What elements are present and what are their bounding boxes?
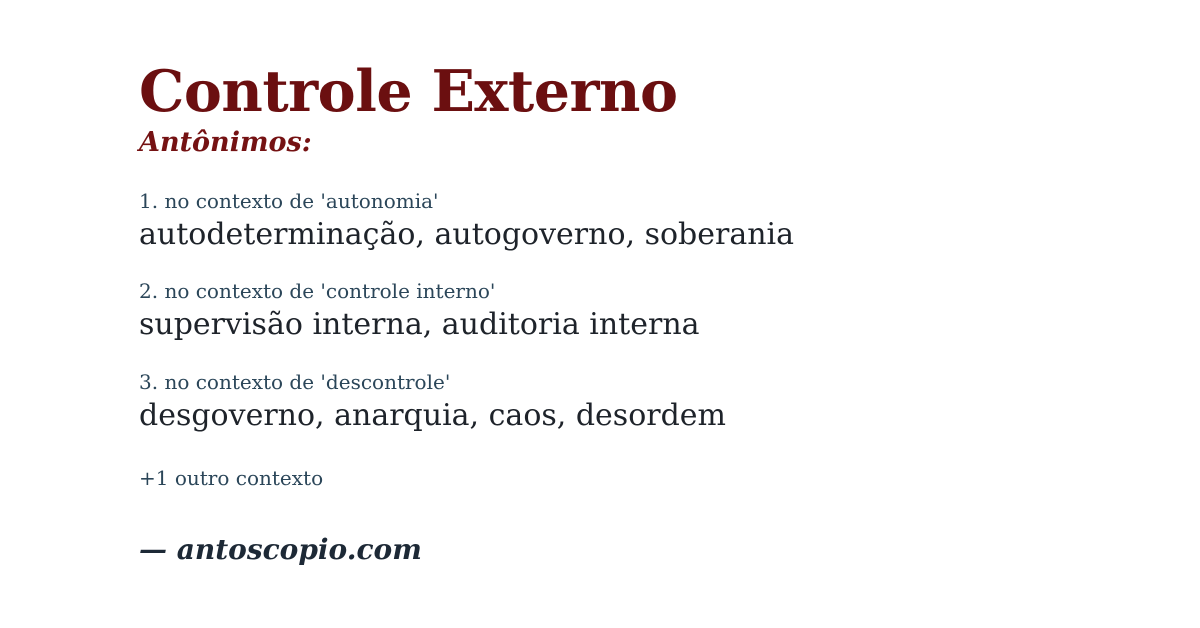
antonym-entry [139, 370, 1160, 435]
context-label: 1. no contexto de 'autonomia' [139, 188, 439, 213]
context-label: 2. no contexto de 'controle interno' [139, 279, 496, 304]
antonyms-text: supervisão interna, auditoria interna [139, 307, 700, 343]
page-title: Controle Externo [139, 58, 678, 125]
antonyms-text: desgoverno, anarquia, caos, desordem [139, 397, 727, 433]
antonyms-subtitle: Antônimos: [139, 126, 312, 158]
antonym-entry [139, 279, 1160, 344]
antonyms-text: autodeterminação, autogoverno, soberania [139, 216, 795, 252]
antonym-entry [139, 189, 1160, 254]
context-label: 3. no contexto de 'descontrole' [139, 369, 451, 394]
attribution-source: — antoscopio.com [139, 533, 422, 567]
more-contexts-note: +1 outro contexto [139, 466, 324, 491]
antonym-entries-list [139, 189, 1160, 435]
